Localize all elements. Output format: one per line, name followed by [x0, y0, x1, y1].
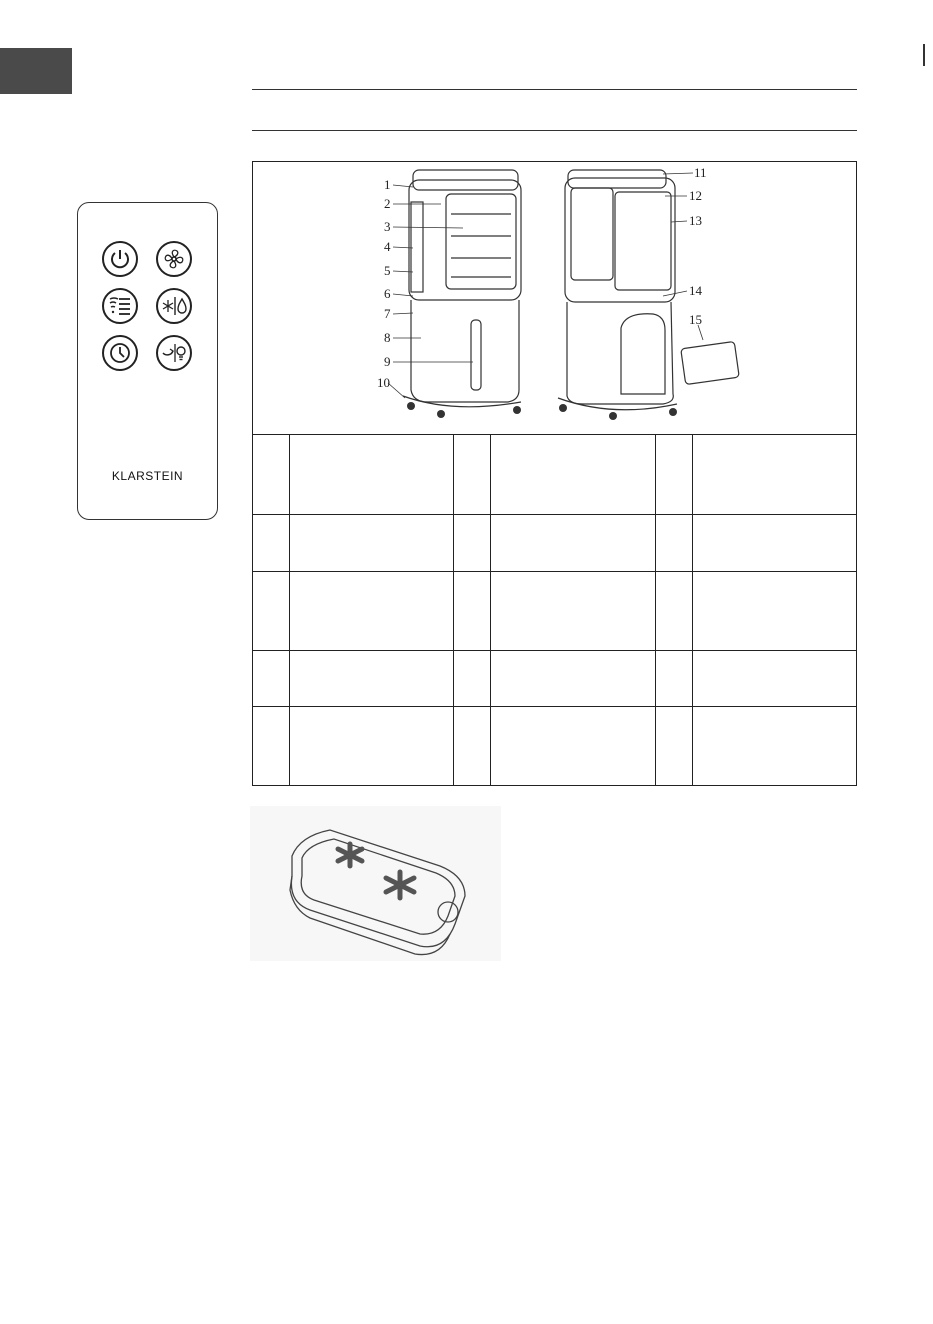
callout-13: 13: [689, 213, 702, 228]
table-row: [253, 515, 857, 572]
table-row: [253, 707, 857, 786]
callout-12: 12: [689, 188, 702, 203]
header-rule-bottom: [252, 130, 857, 131]
ice-pack-illustration: [250, 806, 501, 961]
table-row: [253, 572, 857, 651]
product-figure: [252, 161, 857, 435]
table-row: [253, 651, 857, 707]
table-row: [253, 435, 857, 515]
callout-7: 7: [384, 306, 391, 321]
parts-table: [252, 434, 857, 786]
callout-10: 10: [377, 375, 390, 390]
callout-5: 5: [384, 263, 391, 278]
callout-1: 1: [384, 177, 391, 192]
callout-6: 6: [384, 286, 391, 301]
fan-icon: [156, 241, 192, 277]
wind-mode-icon: [102, 288, 138, 324]
callout-11: 11: [694, 165, 707, 180]
callout-8: 8: [384, 330, 391, 345]
callout-4: 4: [384, 239, 391, 254]
air-cooler-illustration: [253, 162, 858, 436]
power-icon: [102, 241, 138, 277]
callout-3: 3: [384, 219, 391, 234]
header-rule-top: [252, 89, 857, 90]
language-tab: [0, 48, 72, 94]
swing-light-icon: [156, 335, 192, 371]
callout-15: 15: [689, 312, 702, 327]
page-corner-mark: [923, 44, 925, 66]
remote-brand-label: KLARSTEIN: [111, 469, 184, 483]
callout-2: 2: [384, 196, 391, 211]
remote-control: [77, 202, 218, 520]
callout-14: 14: [689, 283, 702, 298]
callout-9: 9: [384, 354, 391, 369]
cool-humidify-icon: [156, 288, 192, 324]
timer-icon: [102, 335, 138, 371]
